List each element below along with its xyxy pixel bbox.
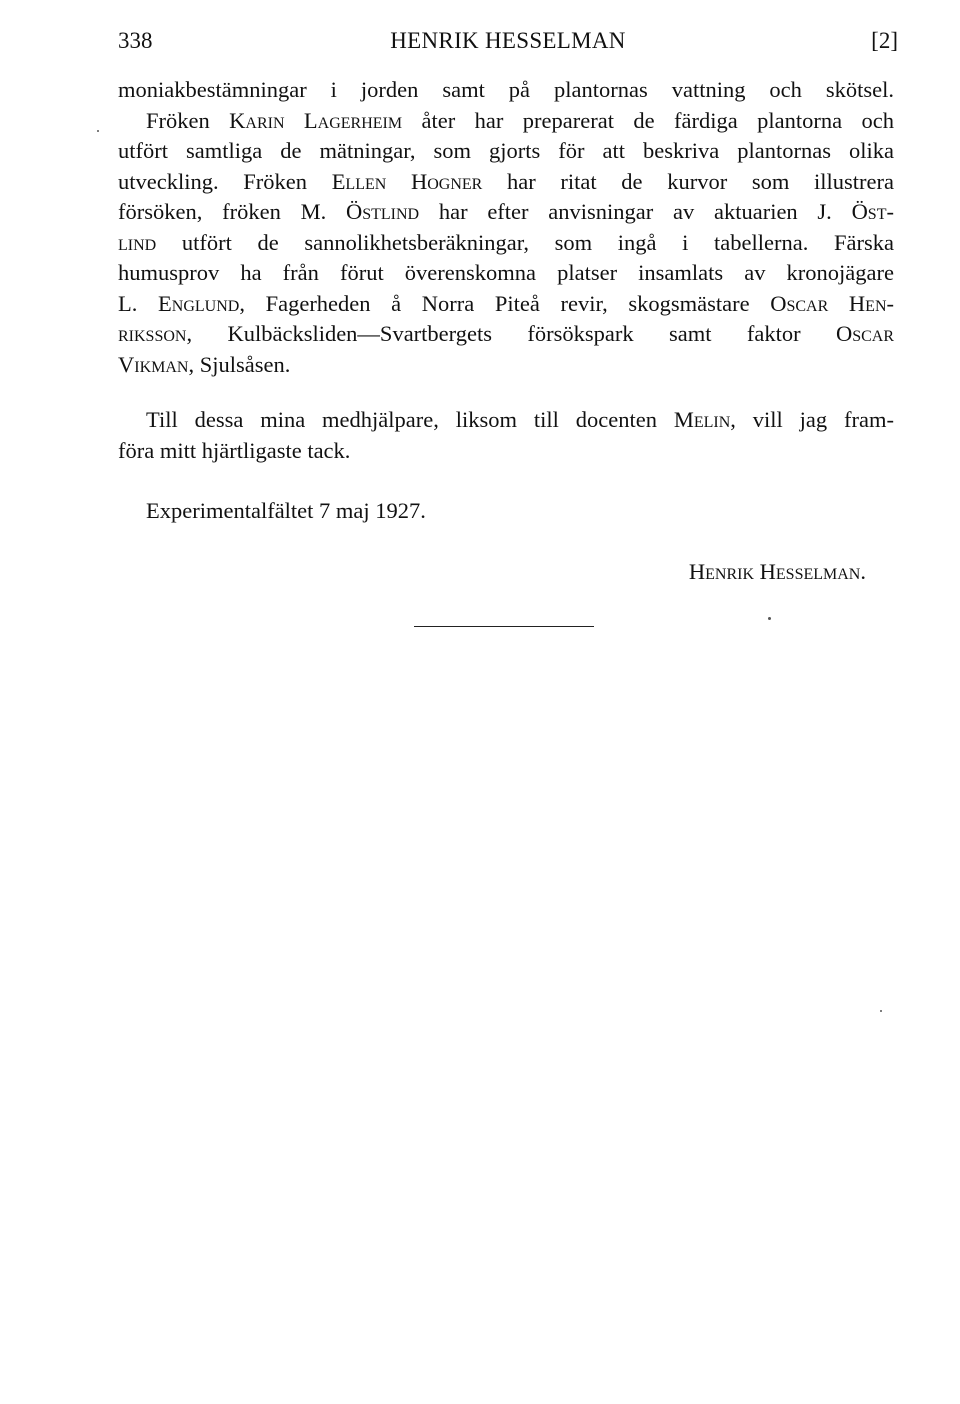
text-line [118,258,894,289]
running-title: HENRIK HESSELMAN [390,28,626,53]
text-run: , Kulbäcksliden—Svartbergets försökspark samt faktor [186,321,836,346]
print-speck [880,1010,882,1012]
text-run: föra mitt hjärtligaste tack. [118,437,351,463]
paragraph-thanks [118,405,894,466]
print-speck [768,617,771,620]
text-line [118,436,894,467]
paragraph-spacer [118,527,894,557]
print-speck [97,130,99,132]
part-number: [2] [871,28,898,53]
person-name: riksson [118,321,187,346]
text-run: , Sjulsåsen. [188,351,291,377]
text-run: har efter anvisningar av aktuarien J. [419,199,852,224]
text-line [118,289,894,320]
page-header [118,28,898,62]
person-name: Englund [158,290,240,316]
text-line [118,136,894,167]
person-name: Melin [673,407,731,432]
text-line [118,319,894,350]
section-end-rule [414,626,594,627]
text-run: utveckling. Fröken [118,168,332,194]
text-line [118,167,894,198]
paragraph-spacer [118,466,894,496]
text-run: försöken, fröken M. [118,199,346,224]
person-name: Ellen Hogner [331,168,483,194]
text-run: åter har preparerat de färdiga plantorna och [402,107,894,133]
person-name: Karin Lagerheim [229,107,403,133]
text-run: moniakbestämningar i jorden samt på plantornas vattning och skötsel. [118,77,894,102]
paragraph-spacer [118,380,894,405]
person-name: Oscar [835,321,894,346]
text-run: utfört samtliga de mätningar, som gjorts för att beskriva plantornas olika [118,138,894,163]
person-name: Öst- [851,199,894,224]
author-signature: Henrik Hesselman. [688,558,866,584]
person-name: Östlind [345,199,420,224]
person-name: Oscar Hen- [770,290,894,316]
page-number: 338 [118,28,153,53]
dateline: Experimentalfältet 7 maj 1927. [146,498,426,523]
text-run: L. [118,290,159,316]
paragraph-acknowledgements [118,75,894,380]
text-run: har ritat de kurvor som illustrera [482,168,894,194]
text-run: utfört de sannolikhetsberäkningar, som ingå i tabellerna. Färska [156,229,894,255]
text-line [118,75,894,106]
text-run: Fröken [146,107,230,133]
text-run: humusprov ha från förut överenskomna platser insamlats av kronojägare [118,260,894,285]
person-name: lind [118,229,157,255]
text-line [118,106,894,137]
text-line [118,405,894,436]
person-name: Vikman [118,351,189,377]
text-line [118,197,894,228]
text-line [118,350,894,381]
text-run: Till dessa mina medhjälpare, liksom till docenten [146,407,674,432]
text-line [118,228,894,259]
text-run: , Fagerheden å Norra Piteå revir, skogsmästare [239,290,771,316]
body-text [118,75,894,587]
text-run: , vill jag fram- [730,407,894,432]
